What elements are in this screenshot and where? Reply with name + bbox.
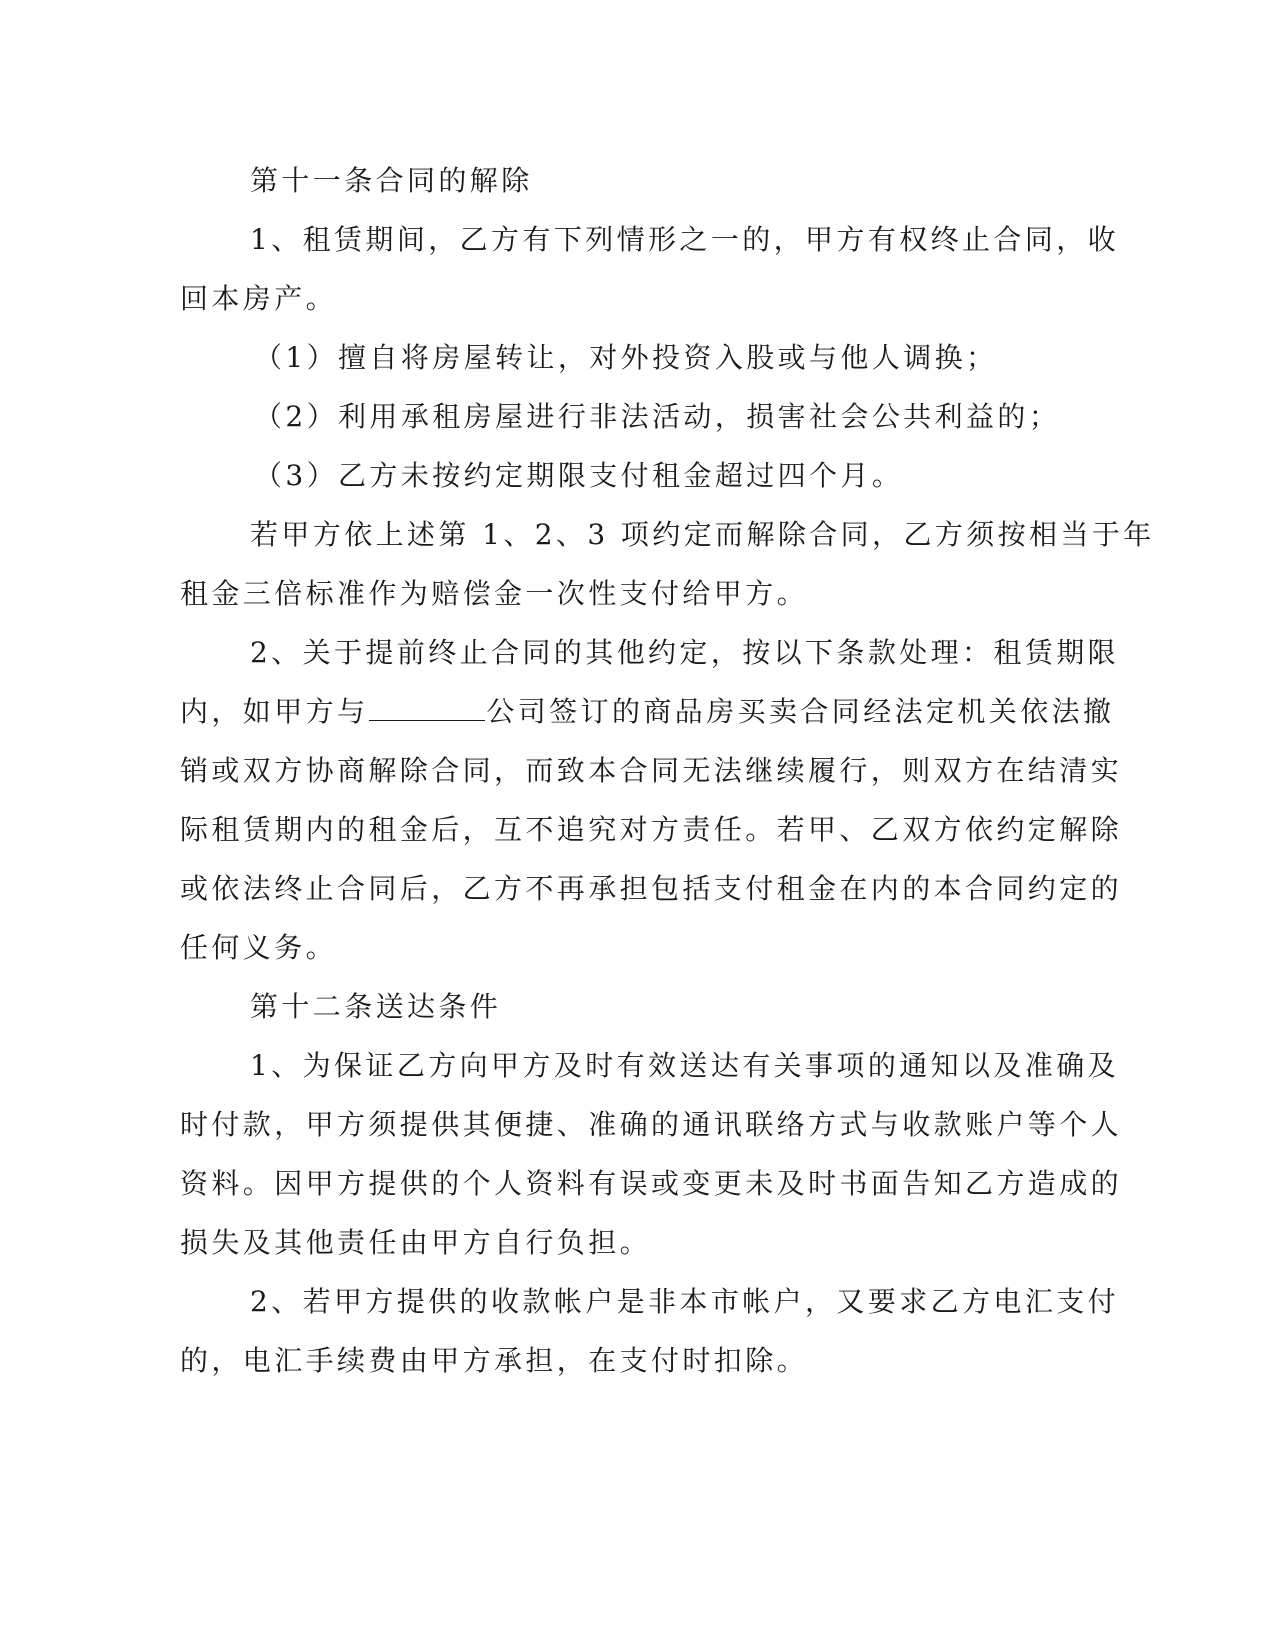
clause-2-text-before-blank: 内，如甲方与 bbox=[180, 695, 369, 728]
section-12-clause-1-line-4: 损失及其他责任由甲方自行负担。 bbox=[180, 1226, 652, 1259]
section-11-item-3: （3）乙方未按约定期限支付租金超过四个月。 bbox=[254, 459, 904, 492]
section-12-clause-2-line-2: 的，电汇手续费由甲方承担，在支付时扣除。 bbox=[180, 1344, 809, 1377]
section-11-clause-2-line-5: 或依法终止合同后，乙方不再承担包括支付租金在内的本合同约定的 bbox=[180, 872, 1123, 905]
section-12-clause-2-line-1: 2、若甲方提供的收款帐户是非本市帐户，又要求乙方电汇支付 bbox=[250, 1285, 1120, 1318]
section-11-compensation-line-2: 租金三倍标准作为赔偿金一次性支付给甲方。 bbox=[180, 577, 809, 610]
section-11-item-2: （2）利用承租房屋进行非法活动，损害社会公共利益的； bbox=[254, 400, 1061, 433]
section-12-clause-1-line-3: 资料。因甲方提供的个人资料有误或变更未及时书面告知乙方造成的 bbox=[180, 1167, 1123, 1200]
section-11-clause-2-line-1: 2、关于提前终止合同的其他约定，按以下条款处理：租赁期限 bbox=[250, 636, 1120, 669]
section-11-clause-2-line-2 bbox=[180, 694, 1114, 730]
section-12-heading: 第十二条送达条件 bbox=[250, 990, 502, 1023]
section-12-clause-1-line-1: 1、为保证乙方向甲方及时有效送达有关事项的通知以及准确及 bbox=[250, 1049, 1120, 1082]
section-12-clause-1-line-2: 时付款，甲方须提供其便捷、准确的通讯联络方式与收款账户等个人 bbox=[180, 1108, 1123, 1141]
section-11-heading: 第十一条合同的解除 bbox=[250, 164, 533, 197]
section-11-clause-2-line-3: 销或双方协商解除合同，而致本合同无法继续履行，则双方在结清实 bbox=[180, 754, 1123, 787]
clause-2-text-after-blank: 公司签订的商品房买卖合同经法定机关依法撤 bbox=[486, 695, 1115, 728]
section-11-clause-2-line-6: 任何义务。 bbox=[180, 931, 338, 964]
company-name-blank bbox=[369, 694, 485, 721]
section-11-item-1: （1）擅自将房屋转让，对外投资入股或与他人调换； bbox=[254, 341, 998, 374]
section-11-compensation-line-1: 若甲方依上述第 1、2、3 项约定而解除合同，乙方须按相当于年 bbox=[250, 518, 1155, 551]
section-11-clause-1-line-2: 回本房产。 bbox=[180, 282, 338, 315]
section-11-clause-2-line-4: 际租赁期内的租金后，互不追究对方责任。若甲、乙双方依约定解除 bbox=[180, 813, 1123, 846]
section-11-clause-1-line-1: 1、租赁期间，乙方有下列情形之一的，甲方有权终止合同，收 bbox=[250, 223, 1120, 256]
